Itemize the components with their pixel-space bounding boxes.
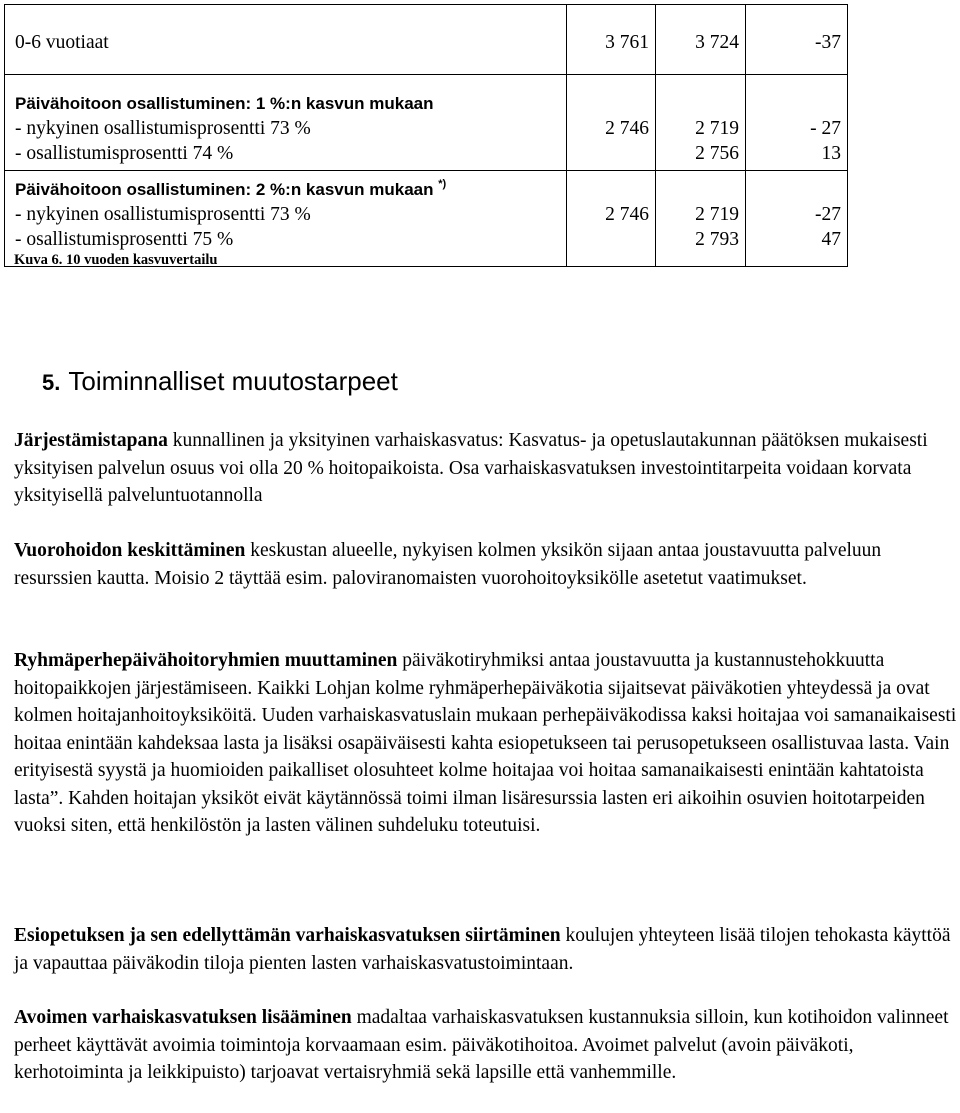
- paragraph: [14, 647, 958, 840]
- paragraph: [14, 427, 958, 510]
- cell-value: 2 793: [695, 229, 739, 250]
- cell-value: -27: [815, 204, 841, 225]
- paragraph-lead: Avoimen varhaiskasvatuksen lisääminen: [14, 1007, 352, 1028]
- section-title: Toiminnalliset muutostarpeet: [68, 366, 398, 396]
- figure-caption: Kuva 6. 10 vuoden kasvuvertailu: [14, 252, 218, 268]
- row-heading: Päivähoitoon osallistuminen: 2 %:n kasvun mukaan: [15, 180, 434, 199]
- cell-value: 3 761: [605, 32, 649, 53]
- row-line: - nykyinen osallistumisprosentti 73 %: [15, 118, 311, 139]
- growth-comparison-table: [4, 4, 848, 267]
- cell-value: 47: [821, 229, 841, 250]
- cell-value: 2 719: [695, 204, 739, 225]
- row-line: - nykyinen osallistumisprosentti 73 %: [15, 204, 311, 225]
- paragraph-lead: Esiopetuksen ja sen edellyttämän varhaiskasvatuksen siirtäminen: [14, 925, 561, 946]
- paragraph-text: päiväkotiryhmiksi antaa joustavuutta ja kustannustehokkuutta hoitopaikkojen järjestämiseen. Kaikki Lohjan kolme ryhmäperhepäiväkotia sijaitsevat päiväkotien yhteydessä ja ovat kolmen hoitajanhoitoyksiköitä. Uuden varhaiskasvatuslain mukaan perhepäiväkodissa kaksi hoitajaa voi samanaikaisesti hoitaa enintään kahdeksaa lasta ja lisäksi osapäiväisesti kahta esiopetukseen tai perusopetukseen osallistuvaa lasta. Vain erityisestä syystä ja huomioiden paikalliset olosuhteet kolme hoitajaa voi hoitaa samanaikaisesti enintään kahtatoista lasta”. Kahden hoitajan yksiköt eivät käytännössä toimi ilman lisäresurssia lasten eri aikoihin osuvien hoitotarpeiden vuoksi siten, että henkilöstön ja lasten välinen suhdeluku toteutuisi.: [14, 650, 957, 836]
- cell-value: -37: [815, 32, 841, 53]
- row-line: - osallistumisprosentti 74 %: [15, 143, 234, 164]
- cell-value: 2 746: [605, 118, 649, 139]
- paragraph-lead: Vuorohoidon keskittäminen: [14, 540, 246, 561]
- section-heading: [42, 366, 398, 397]
- cell-value: - 27: [810, 118, 841, 139]
- paragraph: [14, 1004, 958, 1087]
- row-label: 0-6 vuotiaat: [15, 32, 109, 53]
- paragraph-lead: Ryhmäperhepäivähoitoryhmien muuttaminen: [14, 650, 398, 671]
- row-heading: Päivähoitoon osallistuminen: 1 %:n kasvun mukaan: [15, 94, 434, 113]
- cell-value: 13: [821, 143, 841, 164]
- cell-value: 2 756: [695, 143, 739, 164]
- cell-value: 2 719: [695, 118, 739, 139]
- table-row: [5, 75, 848, 171]
- paragraph: [14, 922, 958, 977]
- table-row: [5, 5, 848, 75]
- paragraph-lead: Järjestämistapana: [14, 430, 168, 451]
- paragraph-text: keskustan alueelle, nykyisen kolmen yksikön sijaan antaa joustavuutta palveluun resurssien kautta. Moisio 2 täyttää esim. paloviranomaisten vuorohoitoyksikölle asetetut vaatimukset.: [14, 540, 882, 589]
- footnote-marker: *): [438, 178, 447, 190]
- cell-value: 2 746: [605, 204, 649, 225]
- cell-value: 3 724: [695, 32, 739, 53]
- section-number: 5.: [42, 370, 61, 395]
- paragraph: [14, 537, 958, 592]
- row-line: - osallistumisprosentti 75 %: [15, 229, 234, 250]
- paragraph-text: kunnallinen ja yksityinen varhaiskasvatus: Kasvatus- ja opetuslautakunnan päätöksen mukaisesti yksityisen palvelun osuus voi olla 20 % hoitopaikoista. Osa varhaiskasvatuksen investointitarpeita voidaan korvata yksityisellä palveluntuotannolla: [14, 430, 928, 506]
- paragraph-text: koulujen yhteyteen lisää tilojen tehokasta käyttöä ja vapauttaa päiväkodin tiloja pienten lasten varhaiskasvatustoimintaan.: [14, 925, 951, 974]
- paragraph-text: madaltaa varhaiskasvatuksen kustannuksia silloin, kun kotihoidon valinneet perheet käyttävät avoimia toimintoja korvaamaan esim. päiväkotihoitoa. Avoimet palvelut (avoin päiväkoti, kerhotoiminta ja leikkipuisto) tarjoavat vertaisryhmiä sekä lapsille että vanhemmille.: [14, 1007, 949, 1083]
